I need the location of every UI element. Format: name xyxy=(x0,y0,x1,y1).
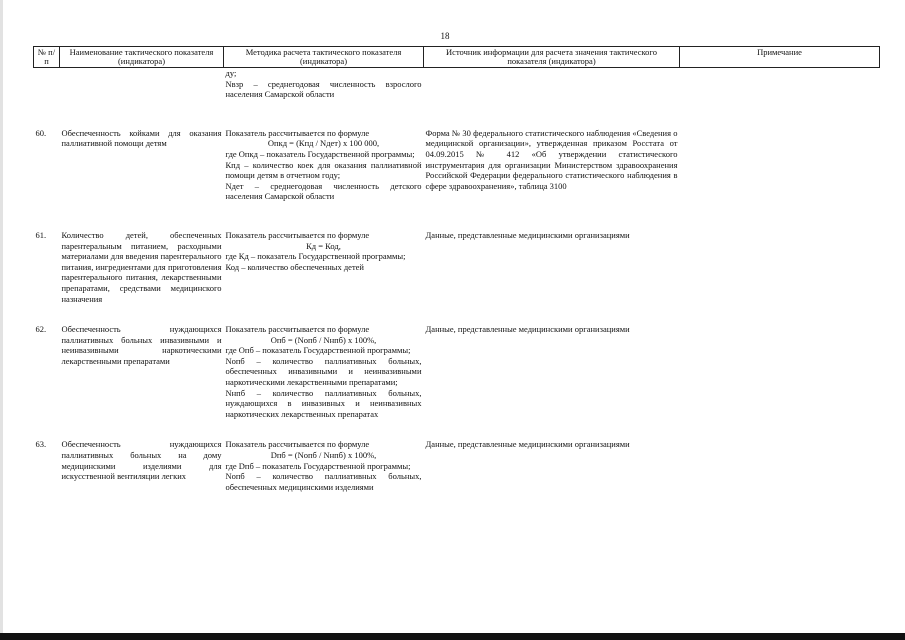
method-line: где Опб – показатель Государственной программы; xyxy=(225,345,411,356)
formula: Dпб = (Nопб / Nнпб) х 100%, xyxy=(270,450,377,461)
method-intro: Показатель рассчитывается по формуле xyxy=(225,324,370,335)
method-line: Nдет – среднегодовая численность детского населения Самарской области xyxy=(225,180,422,202)
source-cell: Данные, представленные медицинскими организациями xyxy=(425,324,630,335)
method-cell xyxy=(224,68,424,100)
indicator-name: Обеспеченность койками для оказания паллиативной помощи детям xyxy=(61,127,222,149)
table-row xyxy=(34,128,880,202)
table-row xyxy=(34,439,880,492)
method-cell xyxy=(224,128,424,202)
header-note: Примечание xyxy=(680,47,880,68)
note-cell xyxy=(680,128,880,202)
method-intro: Показатель рассчитывается по формуле xyxy=(225,439,370,450)
method-intro: Показатель рассчитывается по формуле xyxy=(225,127,370,138)
method-intro: Показатель рассчитывается по формуле xyxy=(225,229,370,240)
method-line: Код – количество обеспеченных детей xyxy=(225,261,364,272)
row-number: 62. xyxy=(35,324,47,335)
indicator-name: Количество детей, обеспеченных парентеральным питанием, расходными материалами для введения парентерального питания, ингредиентами для приготовления парентерального питания, лекарственными препаратами, средствами медицинского назначения xyxy=(61,229,222,304)
method-cell xyxy=(224,439,424,492)
method-line: где Кд – показатель Государственной программы; xyxy=(225,251,406,262)
scan-edge xyxy=(0,0,3,640)
indicator-table xyxy=(33,46,879,492)
row-number: 63. xyxy=(35,439,47,450)
method-cell xyxy=(224,324,424,419)
table-row-continuation xyxy=(34,68,880,100)
source-cell: Форма № 30 федерального статистического наблюдения «Сведения о медицинской организации», утвержденная приказом Росстата от 04.09.2015 № 412 «Об утверждении статистического инструментария для организации Министерством здравоохранения Российской Федерации федерального статистического наблюдения в сфере здравоохранения», таблица 3100 xyxy=(425,127,678,191)
header-num: № п/п xyxy=(34,47,60,68)
indicator-name: Обеспеченность нуждающихся паллиативных больных на дому медицинскими изделиями для искусственной вентиляции легких xyxy=(61,439,222,482)
method-cell xyxy=(224,230,424,304)
method-line: Nопб – количество паллиативных больных, обеспеченных инвазивными и неинвазивными наркотическими лекарственными препаратами; xyxy=(225,355,422,388)
row-number: 61. xyxy=(35,229,47,240)
method-line: Nопб – количество паллиативных больных, обеспеченных медицинскими изделиями xyxy=(225,471,422,492)
source-cell: Данные, представленные медицинскими организациями xyxy=(425,439,630,450)
formula: Опкд = (Кпд / Nдет) х 100 000, xyxy=(267,138,380,149)
source-cell: Данные, представленные медицинскими организациями xyxy=(425,229,630,240)
method-line: ду; xyxy=(225,68,237,78)
method-line: где Опкд – показатель Государственной программы; xyxy=(225,148,415,159)
method-line: Nвзр – среднегодовая численность взрослого населения Самарской области xyxy=(225,78,422,100)
table-row xyxy=(34,324,880,419)
page-number: 18 xyxy=(440,31,450,41)
note-cell xyxy=(680,439,880,492)
header-name: Наименование тактического показателя (индикатора) xyxy=(60,47,224,68)
formula: Кд = Код, xyxy=(306,240,341,251)
table-header xyxy=(34,47,880,68)
row-number: 60. xyxy=(35,127,47,138)
method-line: где Dпб – показатель Государственной программы; xyxy=(225,460,411,471)
scan-bottom-edge xyxy=(0,633,905,640)
formula: Опб = (Nопб / Nнпб) х 100%, xyxy=(270,334,377,345)
indicator-name: Обеспеченность нуждающихся паллиативных больных инвазивными и неинвазивными наркотическими лекарственными препаратами xyxy=(61,324,222,366)
table-row xyxy=(34,230,880,304)
method-line: Кпд – количество коек для оказания паллиативной помощи детям в отчетном году; xyxy=(225,159,422,181)
note-cell xyxy=(680,324,880,419)
method-line: Nнпб – количество паллиативных больных, нуждающихся в инвазивных и неинвазивных наркотических лекарственных препаратах xyxy=(225,387,422,419)
note-cell xyxy=(680,230,880,304)
header-source: Источник информации для расчета значения тактического показателя (индикатора) xyxy=(424,47,680,68)
header-method: Методика расчета тактического показателя (индикатора) xyxy=(224,47,424,68)
